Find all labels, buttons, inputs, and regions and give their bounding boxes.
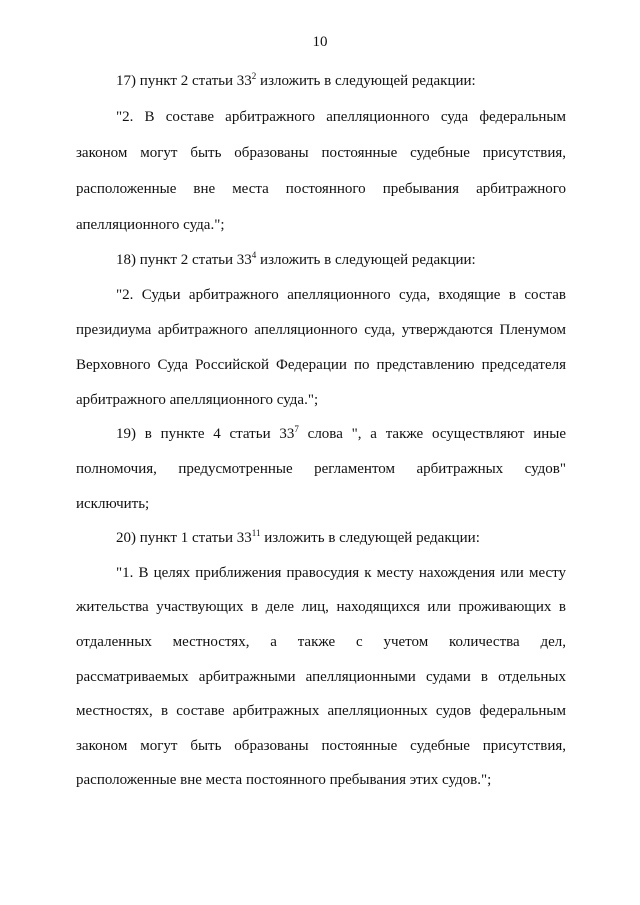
superscript: 7	[294, 424, 299, 434]
text-line: исключить;	[76, 496, 150, 512]
page-number: 10	[312, 34, 328, 50]
text-line: полномочия, предусмотренные регламентом арбитражных судов"	[76, 461, 566, 477]
item-17-line	[116, 71, 566, 91]
text-line: расположенные вне места постоянного пребывания этих судов.";	[76, 772, 492, 788]
text-line: отдаленных местностях, а также с учетом количества дел,	[76, 634, 566, 650]
text: 19) в пункте 4 статьи 33	[116, 426, 295, 442]
text-line: жительства участвующих в деле лиц, находящихся или проживающих в	[76, 599, 566, 615]
text: изложить в следующей редакции:	[260, 530, 480, 546]
text-line: "2. Судьи арбитражного апелляционного суда, входящие в состав	[116, 287, 566, 303]
item-19-line	[116, 424, 566, 444]
text-line: местностях, в составе арбитражных апелляционных судов федеральным	[76, 703, 566, 719]
text: изложить в следующей редакции:	[256, 73, 476, 89]
text: 18) пункт 2 статьи 33	[116, 252, 252, 268]
text: 20) пункт 1 статьи 33	[116, 530, 252, 546]
item-20-line	[116, 528, 566, 548]
text: изложить в следующей редакции:	[256, 252, 476, 268]
text-line: "1. В целях приближения правосудия к месту нахождения или месту	[116, 565, 566, 581]
superscript: 4	[251, 250, 257, 260]
text-line: арбитражного апелляционного суда.";	[76, 392, 319, 408]
text-line: расположенные вне места постоянного пребывания арбитражного	[76, 181, 566, 197]
text-line: президиума арбитражного апелляционного суда, утверждаются Пленумом	[76, 322, 566, 338]
text-line: рассматриваемых арбитражными апелляционными судами в отдельных	[76, 669, 566, 685]
text-line: законом могут быть образованы постоянные судебные присутствия,	[76, 145, 566, 161]
text-line: апелляционного суда.";	[76, 217, 225, 233]
text-line: "2. В составе арбитражного апелляционного суда федеральным	[116, 109, 566, 125]
text-line: законом могут быть образованы постоянные судебные присутствия,	[76, 738, 566, 754]
text: 17) пункт 2 статьи 33	[116, 73, 252, 89]
superscript: 2	[251, 71, 257, 81]
text-line: Верховного Суда Российской Федерации по представлению председателя	[76, 357, 566, 373]
text: слова ", а также осуществляют иные	[298, 426, 566, 442]
item-18-line	[116, 250, 566, 270]
superscript: 11	[251, 528, 261, 538]
